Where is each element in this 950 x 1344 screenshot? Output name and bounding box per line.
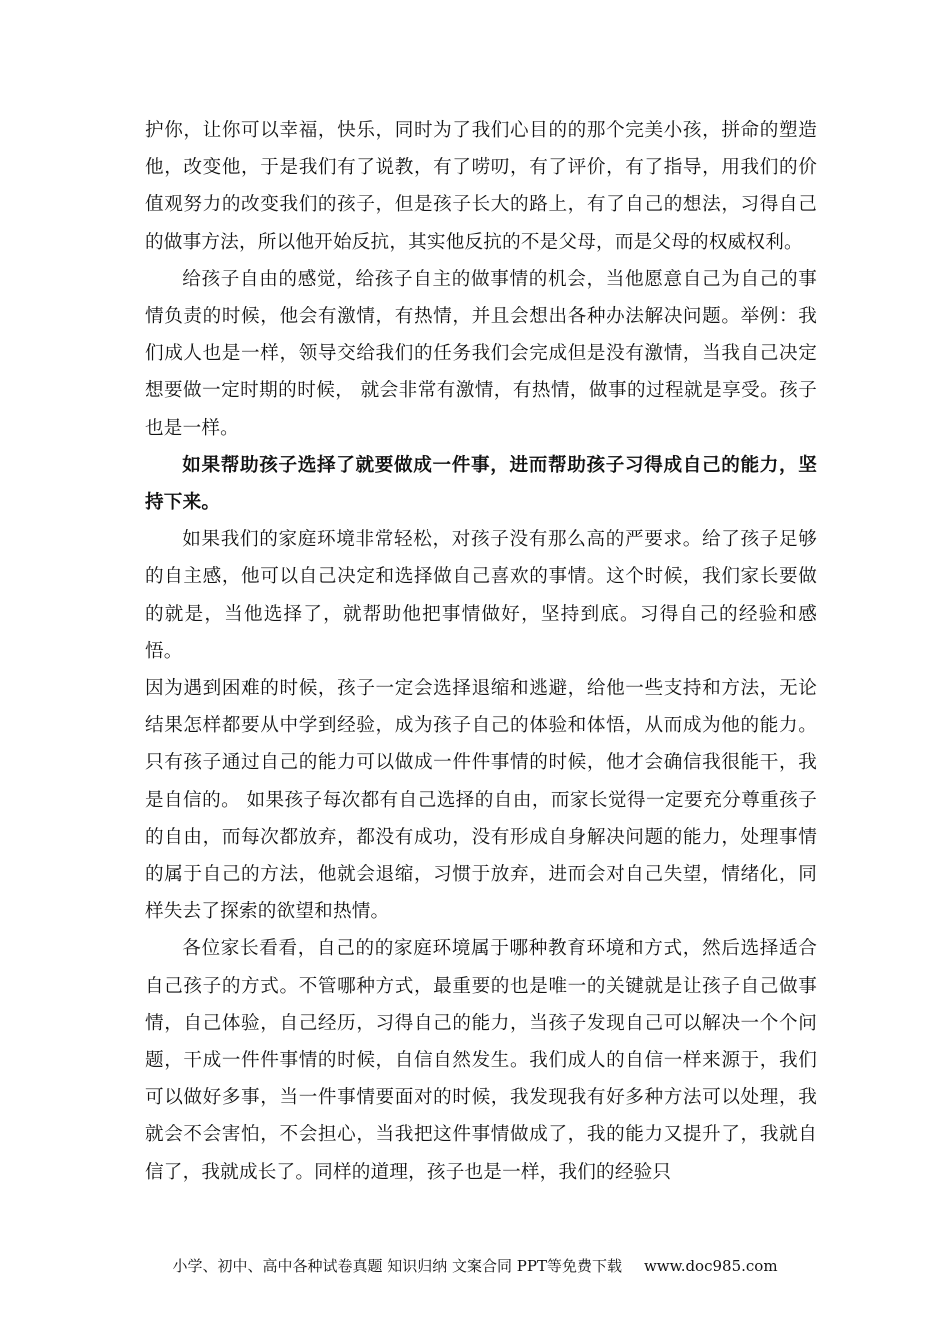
document-body <box>145 112 817 1191</box>
paragraph-difficulty: 因为遇到困难的时候，孩子一定会选择退缩和逃避，给他一些支持和方法，无论结果怎样都要从中学到经验，成为孩子自己的体验和体悟，从而成为他的能力。只有孩子通过自己的能力可以做成一件件事情的时候，他才会确信我很能干，我是自信的。 如果孩子每次都有自己选择的自由，而家长觉得一定要充分尊重孩子的自由，而每次都放弃，都没有成功，没有形成自身解决问题的能力，处理事情的属于自己的方法，他就会退缩，习惯于放弃，进而会对自己失望，情绪化，同样失去了探索的欲望和热情。 <box>145 678 817 923</box>
footer-text: 小学、初中、高中各种试卷真题 知识归纳 文案合同 PPT等免费下载 <box>172 1257 622 1275</box>
page-footer <box>0 1256 950 1276</box>
paragraph-freedom: 给孩子自由的感觉，给孩子自主的做事情的机会，当他愿意自己为自己的事情负责的时候，他会有激情，有热情，并且会想出各种办法解决问题。举例：我们成人也是一样，领导交给我们的任务我们会完成但是没有激情，当我自己决定想要做一定时期的时候， 就会非常有激情，有热情，做事的过程就是享受。孩子也是一样。 <box>145 268 817 439</box>
footer-site-link[interactable]: www.doc985.com <box>643 1257 778 1275</box>
paragraph-relaxed-family: 如果我们的家庭环境非常轻松，对孩子没有那么高的严要求。给了孩子足够的自主感，他可以自己决定和选择做自己喜欢的事情。这个时候，我们家长要做的就是，当他选择了，就帮助他把事情做好，坚持到底。习得自己的经验和感悟。 <box>145 529 817 662</box>
paragraph-parents: 各位家长看看，自己的的家庭环境属于哪种教育环境和方式，然后选择适合自己孩子的方式。不管哪种方式，最重要的也是唯一的关键就是让孩子自己做事情，自己体验，自己经历，习得自己的能力，当孩子发现自己可以解决一个个问题，干成一件件事情的时候，自信自然发生。我们成人的自信一样来源于，我们可以做好多事，当一件事情要面对的时候，我发现我有好多种方法可以处理，我就会不会害怕，不会担心，当我把这件事情做成了，我的能力又提升了，我就自信了，我就成长了。同样的道理，孩子也是一样，我们的经验只 <box>145 938 817 1183</box>
paragraph-continued: 护你，让你可以幸福，快乐，同时为了我们心目的的那个完美小孩，拼命的塑造他，改变他，于是我们有了说教，有了唠叨，有了评价，有了指导，用我们的价值观努力的改变我们的孩子，但是孩子长大的路上，有了自己的想法，习得自己的做事方法，所以他开始反抗，其实他反抗的不是父母，而是父母的权威权利。 <box>145 120 817 253</box>
paragraph-heading-bold: 如果帮助孩子选择了就要做成一件事，进而帮助孩子习得成自己的能力，坚持下来。 <box>145 454 817 514</box>
